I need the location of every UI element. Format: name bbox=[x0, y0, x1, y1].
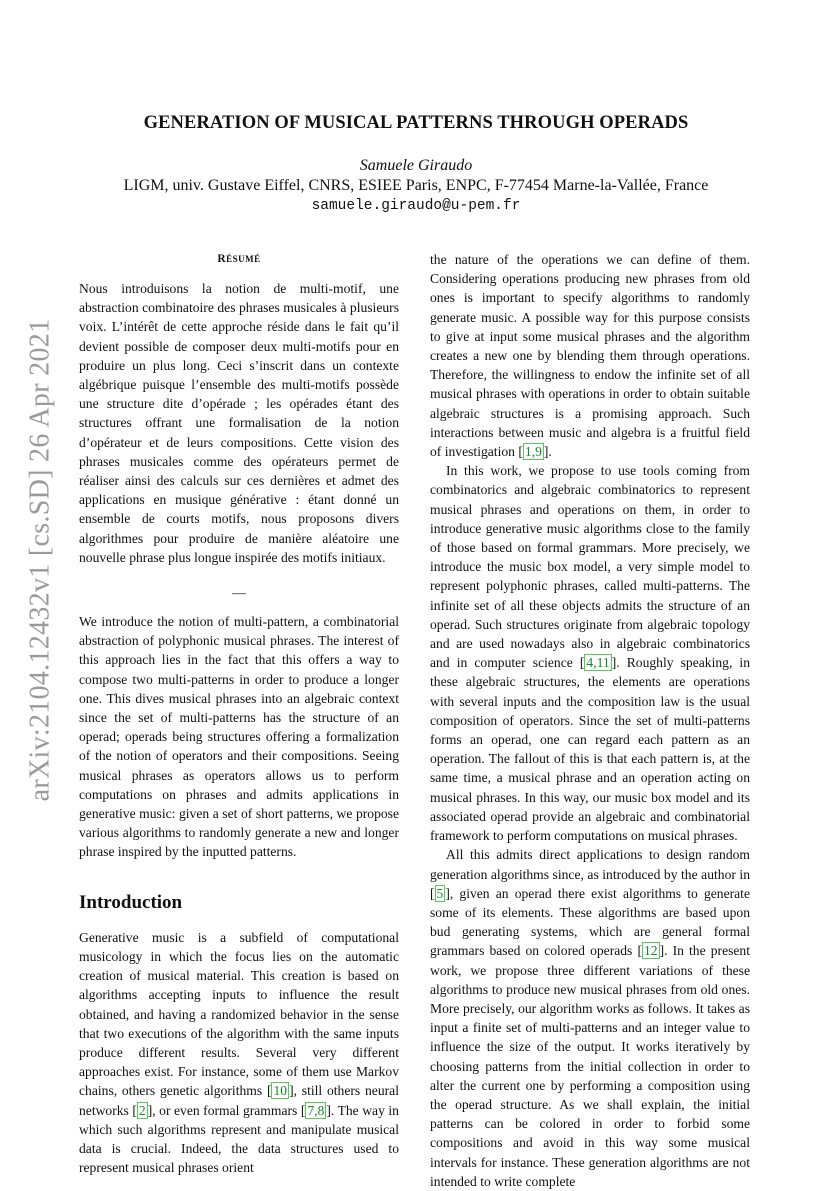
citation-link[interactable]: 10 bbox=[273, 1083, 288, 1099]
abstract-separator: — bbox=[232, 585, 246, 601]
section-heading-introduction: Introduction bbox=[79, 891, 183, 913]
text-run: Generative music is a subfield of computational musicology in which the focus lies on the automatic creation of musical material. This creation is based on algorithms accepting inputs to influence the result obtained, and having a randomized behavior in the sense that two executions of the algorithm with the same inputs produce different results. Several very different approaches exist. For instance, some of them use Markov chains, others genetic algorithms [ bbox=[79, 929, 399, 1099]
citation-link[interactable]: 1,9 bbox=[524, 444, 542, 460]
body-paragraph-3 bbox=[430, 845, 750, 1191]
text-run: ]. bbox=[543, 444, 552, 460]
text-run: ]. In the present work, we propose three different variations of these algorithms to produce new musical phrases from old ones. More precisely, our algorithm works as follows. It takes as input a finite set of multi-patterns and an integer value to influence the size of the output. It works iteratively by choosing patterns from the initial collection in order to alter the current one by performing a composition using the operad structure. As we shall explain, the initial patterns can be colored in order to forbid some compositions and avoid in this way some musical intervals for instance. These generation algorithms are not intended to write complete bbox=[430, 943, 750, 1189]
right-column bbox=[430, 250, 750, 1191]
citation-link[interactable]: 12 bbox=[643, 943, 658, 959]
citation-link[interactable]: 2 bbox=[138, 1102, 146, 1118]
citation-link[interactable]: 7,8 bbox=[307, 1102, 325, 1118]
paper-title: GENERATION OF MUSICAL PATTERNS THROUGH OPERADS bbox=[143, 113, 689, 133]
text-run: ], given an operad there exist algorithms to generate some of its elements. These algorithms are based upon bud generating systems, which are general formal grammars based on colored operads [ bbox=[430, 885, 750, 959]
text-run: the nature of the operations we can define of them. Considering operations producing new phrases from old ones is important to specify algorithms to randomly generate music. A possible way for this purpose consists to give at input some musical phrases and the algorithm creates a new one by blending them through operations. Therefore, the willingness to endow the infinite set of all musical phrases with operations in order to obtain suitable algebraic structures is a promising approach. Such interactions between music and algebra is a fruitful field of investigation [ bbox=[430, 252, 750, 460]
text-run: ]. The way in which such algorithms represent and manipulate musical data is crucial. Indeed, the data structures used to represent musical phrases orient bbox=[79, 1102, 399, 1176]
citation-link[interactable]: 4,11 bbox=[586, 655, 610, 671]
text-run: All this admits direct applications to design random generation algorithms since, as introduced by the author in [ bbox=[430, 847, 750, 901]
left-column bbox=[79, 250, 399, 1177]
intro-paragraph-1 bbox=[79, 928, 399, 1178]
body-paragraph-1 bbox=[430, 250, 750, 461]
body-paragraph-2 bbox=[430, 461, 750, 845]
text-run: ]. Roughly speaking, in these algebraic structures, the elements are operations with several inputs and the composition law is the usual composition of operators. Since the set of multi-patterns forms an operad, one can regard each pattern as an operation. The fallout of this is that each pattern is, at the same time, a musical phrase and an operation acting on musical phrases. In this way, our music box model and its associated operad provide an algebraic and combinatorial framework to perform computations on musical phrases. bbox=[430, 655, 751, 844]
resume-heading-rest: ÉSUMÉ bbox=[226, 254, 261, 264]
arxiv-identifier: arXiv:2104.12432v1 [cs.SD] 26 Apr 2021 bbox=[24, 318, 56, 802]
abstract-paragraph: We introduce the notion of multi-pattern, a combinatorial abstraction of polyphonic musical phrases. The interest of this approach lies in the fact that this offers a way to compose two multi-patterns in order to produce a longer one. This dives musical phrases into an algebraic context since the set of multi-patterns has the structure of an operad; operads being structures offering a formalization of the notion of operators and their compositions. Seeing musical phrases as operators allows us to perform computations on phrases and admits applications in generative music: given a set of short patterns, we propose various algorithms to randomly generate a new and longer phrase inspired by the inputted patterns. bbox=[79, 614, 399, 860]
author-name: Samuele Giraudo bbox=[359, 157, 473, 174]
resume-paragraph: Nous introduisons la notion de multi-motif, une abstraction combinatoire des phrases musicales à plusieurs voix. L’intérêt de cette approche réside dans le fait qu’il devient possible de composer deux multi-motifs pour en produire un plus long. Ceci s’inscrit dans un contexte algébrique puisque l’ensemble des multi-motifs possède une structure dite d’opérade ; les opérades étant des structures offrant une formalisation de la notion d’opérateur et de leurs compositions. Cette vision des phrases musicales comme des opérateurs permet de réaliser ainsi des calculs sur ces dernières et admet des applications en musique générative : étant donné un ensemble de courts motifs, nous proposons divers algorithmes pour produire de manière aléatoire une nouvelle phrase plus longue inspirée des motifs initiaux. bbox=[79, 281, 399, 565]
text-run: ], still others neural networks [ bbox=[79, 1083, 399, 1118]
text-run: ], or even formal grammars [ bbox=[147, 1102, 306, 1118]
author-affiliation: LIGM, univ. Gustave Eiffel, CNRS, ESIEE Paris, ENPC, F-77454 Marne-la-Vallée, France bbox=[123, 177, 709, 194]
citation-link[interactable]: 5 bbox=[436, 885, 444, 901]
text-run: In this work, we propose to use tools coming from combinatorics and algebraic combinatorics to represent musical phrases and operations on them, in order to introduce generative music algorithms close to the family of those based on formal grammars. More precisely, we introduce the music box model, a very simple model to represent polyphonic phrases, called multi-patterns. The infinite set of all these objects admits the structure of an operad. Such structures originate from algebraic topology and are used nowadays also in algebraic combinatorics and in computer science [ bbox=[430, 463, 750, 671]
resume-heading: RÉSUMÉ bbox=[217, 253, 261, 265]
author-email[interactable]: samuele.giraudo@u-pem.fr bbox=[311, 198, 521, 214]
